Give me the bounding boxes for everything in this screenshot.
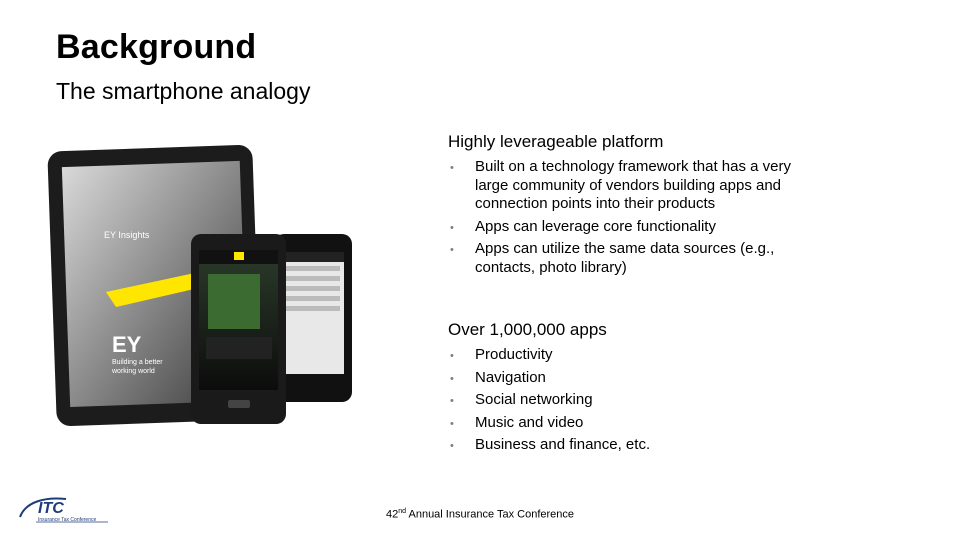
footer-number: 42 [386,508,399,521]
bullet-icon: • [450,372,454,385]
footer-ordinal: nd [398,508,407,515]
logo-tagline: Insurance Tax Conference [38,517,97,523]
tablet-tagline-2: working world [112,368,155,375]
footer-conference [386,508,574,521]
tablet-tagline-1: Building a better [112,359,163,366]
platform-section [448,132,818,281]
bullet-icon: • [450,350,454,362]
list-item: • Apps can leverage core functionality [448,218,818,237]
list-item: • Built on a technology framework that has a very large community of vendors building apps and connection points into their products [450,158,791,212]
list-item: • Music and video [448,414,818,433]
bullet-icon: • [450,395,454,407]
devices-image [46,142,356,442]
tablet-ey-logo: EY [112,332,142,357]
list-item: • Navigation [448,369,818,388]
platform-heading: Highly leverageable platform [448,132,664,151]
apps-heading: Over 1,000,000 apps [448,320,607,339]
list-item: • Business and finance, etc. [448,436,818,455]
platform-bullet-list [448,158,818,277]
list-item: • Apps can utilize the same data sources (e.g., contacts, photo library) [450,240,775,276]
logo-text: ITC [38,500,64,517]
list-item: • Social networking [448,391,818,410]
bullet-icon: • [450,417,454,430]
bullet-icon: • [450,221,454,234]
footer-text: Annual Insurance Tax Conference [406,508,575,521]
apps-bullet-list [448,346,818,455]
phone-front [191,234,286,424]
slide-subtitle: The smartphone analogy [56,78,311,104]
bullet-icon: • [450,162,454,174]
apps-section [448,320,818,459]
slide-title: Background [56,28,257,66]
list-item: • Productivity [448,346,818,365]
tablet-label: EY Insights [104,230,150,240]
itc-logo [16,495,111,525]
bullet-icon: • [450,244,454,256]
bullet-icon: • [450,440,454,452]
